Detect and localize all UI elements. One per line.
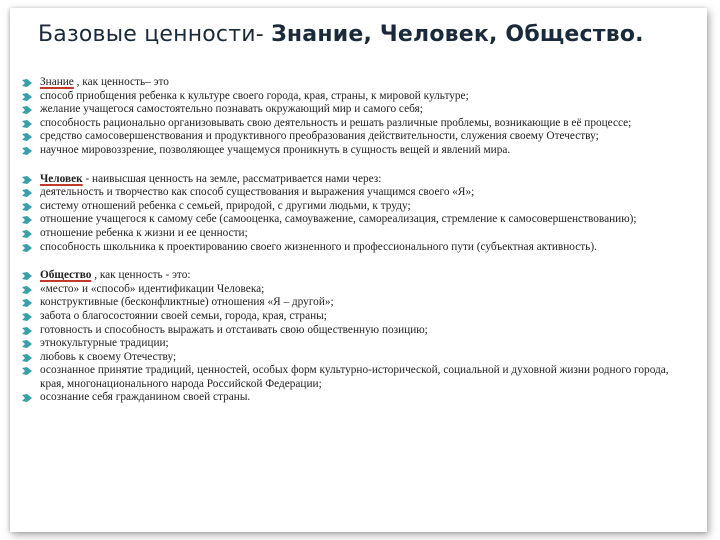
section-intro [22,269,672,283]
bullet-icon [22,189,32,197]
bullet-icon [22,394,32,402]
section-intro [22,173,672,187]
list-item-text: отношение учащегося к самому себе (самооценка, самоуважение, самореализация, стремление к самосовершенствованию); [40,213,637,226]
bullet-icon [22,327,32,335]
list-item [22,241,672,255]
bullet-icon [22,286,32,294]
intro-text: , как ценность– это [73,76,169,88]
bullet-icon [22,272,32,280]
list-item [22,130,672,144]
bullet-icon [22,147,32,155]
section-list [22,76,672,158]
list-item-text: желание учащегося самостоятельно познавать окружающий мир и самого себя; [40,103,423,116]
list-item [22,186,672,200]
list-item [22,227,672,241]
list-item [22,117,672,131]
list-item-text: осознанное принятие традиций, ценностей, особых форм культурно-исторической, социальной и духовной жизни родного города, края, многонационального народа Российской Федерации; [40,364,669,390]
list-item-text: забота о благосостоянии своей семьи, города, края, страны; [40,309,327,322]
list-item [22,391,672,405]
bullet-icon [22,299,32,307]
bullet-icon [22,313,32,321]
list-item [22,310,672,324]
list-item [22,103,672,117]
list-item [22,90,672,104]
list-item [22,213,672,227]
list-item-text: систему отношений ребенка с семьей, природой, с другими людьми, к труду; [40,199,411,212]
list-item-text: способность рационально организовывать свою деятельность и решать различные проблемы, возникающие в её процессе; [40,116,632,129]
bullet-icon [22,244,32,252]
bullet-icon [22,176,32,184]
list-item [22,364,672,391]
intro-text: , как ценность - это: [91,269,191,282]
bullet-icon [22,216,32,224]
list-item-text: «место» и «способ» идентификации Человека; [40,282,265,295]
bullet-icon [22,133,32,141]
list-item-text: способ приобщения ребенка к культуре своего города, края, страны, к мировой культуре; [40,89,469,102]
keyword: Человек [40,172,83,185]
list-item-text: средство самосовершенствования и продуктивного преобразования действительности, служения своему Отечеству; [40,130,599,143]
keyword: Общество [40,269,92,282]
bullet-icon [22,93,32,101]
list-item-text: любовь к своему Отечеству; [40,350,177,363]
section-list [22,269,672,405]
list-item [22,283,672,297]
list-item [22,337,672,351]
title-prefix: Базовые ценности- [38,22,272,47]
list-item-text: готовность и способность выражать и отстаивать свою общественную позицию; [40,323,428,336]
list-item-text: способность школьника к проектированию своего жизненного и профессионального пути (субъектная активность). [40,240,597,253]
intro-text: - наивысшая ценность на земле, рассматривается нами через: [82,172,382,185]
list-item [22,144,672,158]
slide-title [38,22,644,47]
content [22,76,672,420]
section-list [22,173,672,255]
bullet-icon [22,203,32,211]
list-item [22,324,672,338]
list-item-text: деятельность и творчество как способ существования и выражения учащимся своего «Я»; [40,186,475,199]
bullet-icon [22,120,32,128]
list-item [22,351,672,365]
list-item [22,200,672,214]
list-item [22,296,672,310]
bullet-icon [22,340,32,348]
bullet-icon [22,79,32,87]
title-values: Знание, Человек, Общество. [271,22,644,47]
list-item-text: осознание себя гражданином своей страны. [40,391,251,404]
list-item-text: отношение ребенка к жизни и ее ценности; [40,226,248,239]
bullet-icon [22,367,32,375]
bullet-icon [22,354,32,362]
bullet-icon [22,106,32,114]
bullet-icon [22,230,32,238]
keyword: Знание [40,76,74,88]
list-item-text: конструктивные (бесконфликтные) отношения «Я – другой»; [40,296,334,309]
section-intro [22,76,672,90]
list-item-text: этнокультурные традиции; [40,337,169,350]
list-item-text: научное мировоззрение, позволяющее учащемуся проникнуть в сущность вещей и явлений мира. [40,143,511,156]
